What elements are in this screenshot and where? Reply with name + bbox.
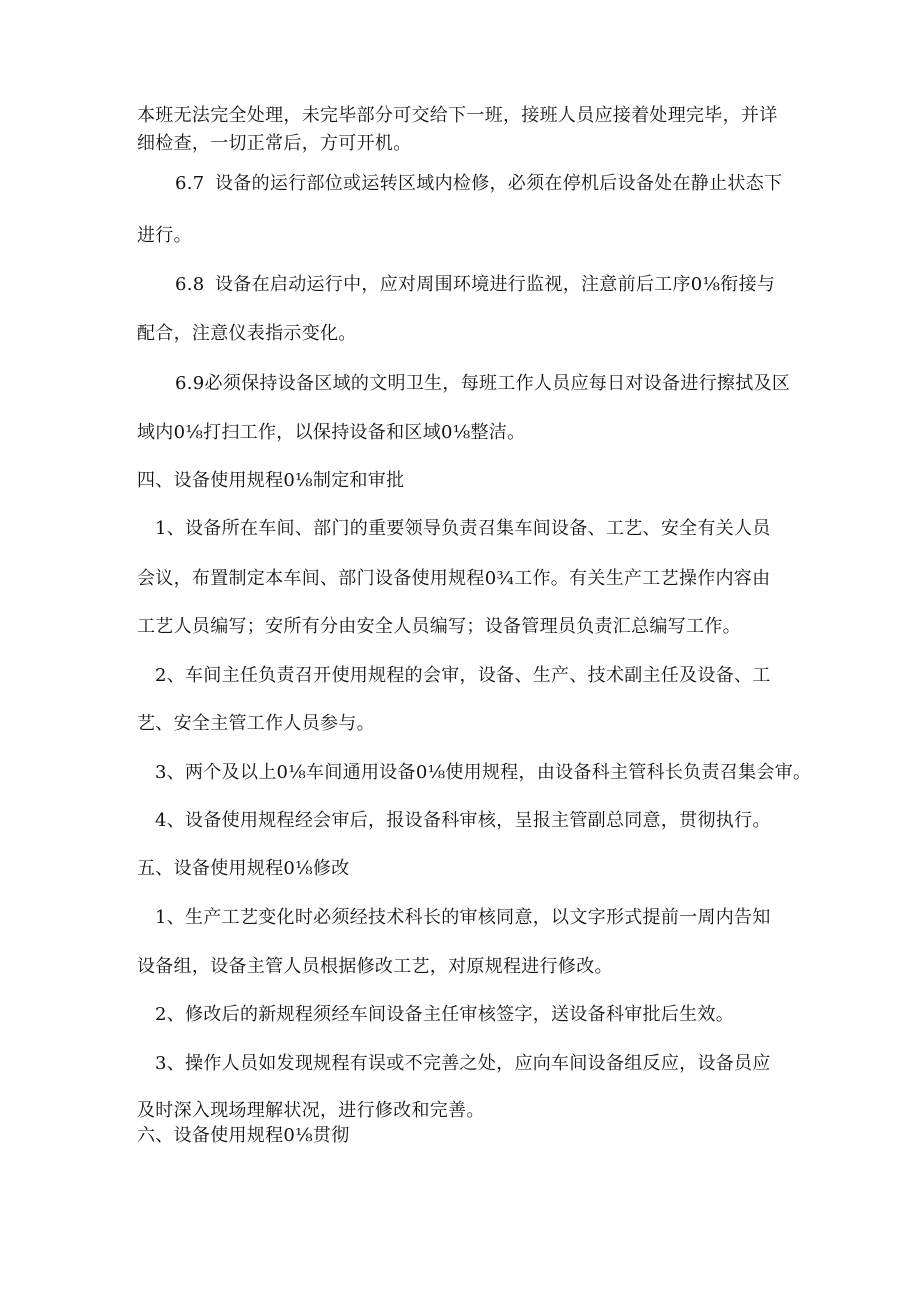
paragraph-line: 配合，注意仪表指示变化。	[137, 323, 357, 344]
clause-number: 6.7	[175, 173, 205, 194]
section-heading: 四、设备使用规程0⅛制定和审批	[137, 470, 405, 491]
paragraph-line: 会议，布置制定本车间、部门设备使用规程0¾工作。有关生产工艺操作内容由	[137, 568, 771, 589]
section-heading: 六、设备使用规程0⅛贯彻	[137, 1125, 350, 1146]
paragraph-line: 4、设备使用规程经会审后，报设备科审核，呈报主管副总同意，贯彻执行。	[155, 810, 771, 831]
paragraph-line: 1、生产工艺变化时必须经技术科长的审核同意，以文字形式提前一周内告知	[155, 907, 771, 928]
section-heading: 五、设备使用规程0⅛修改	[137, 858, 350, 879]
paragraph-line: 设备组，设备主管人员根据修改工艺，对原规程进行修改。	[137, 956, 613, 977]
paragraph-line: 3、两个及以上0⅛车间通用设备0⅛使用规程，由设备科主管科长负责召集会审。	[155, 762, 812, 783]
paragraph-line: 艺、安全主管工作人员参与。	[137, 713, 375, 734]
paragraph-line: 1、设备所在车间、部门的重要领导负责召集车间设备、工艺、安全有关人员	[155, 518, 771, 539]
clause-text: 设备的运行部位或运转区域内检修，必须在停机后设备处在静止状态下	[215, 173, 783, 194]
paragraph-line: 及时深入现场理解状况，进行修改和完善。	[137, 1100, 485, 1121]
paragraph-line: 细检查，一切正常后，方可开机。	[137, 133, 412, 154]
paragraph-line: 工艺人员编写；安所有分由安全人员编写；设备管理员负责汇总编写工作。	[137, 616, 741, 637]
paragraph-line: 域内0⅛打扫工作，以保持设备和区域0⅛整洁。	[137, 422, 526, 443]
clause-number: 6.8	[175, 274, 205, 295]
paragraph-line: 进行。	[137, 225, 192, 246]
clause-text: 设备在启动运行中，应对周围环境进行监视，注意前后工序0⅛衔接与	[215, 274, 776, 295]
paragraph-line: 2、车间主任负责召开使用规程的会审，设备、生产、技术副主任及设备、工	[155, 665, 771, 686]
paragraph-line: 本班无法完全处理，未完毕部分可交给下一班，接班人员应接着处理完毕，并详	[137, 105, 778, 126]
paragraph-line: 6.9必须保持设备区域的文明卫生，每班工作人员应每日对设备进行擦拭及区	[175, 373, 791, 394]
numbered-clause-6-7	[175, 172, 815, 196]
numbered-clause-6-8	[175, 273, 815, 297]
paragraph-line: 2、修改后的新规程须经车间设备主任审核签字，送设备科审批后生效。	[155, 1004, 735, 1025]
paragraph-line: 3、操作人员如发现规程有误或不完善之处，应向车间设备组反应，设备员应	[155, 1053, 771, 1074]
